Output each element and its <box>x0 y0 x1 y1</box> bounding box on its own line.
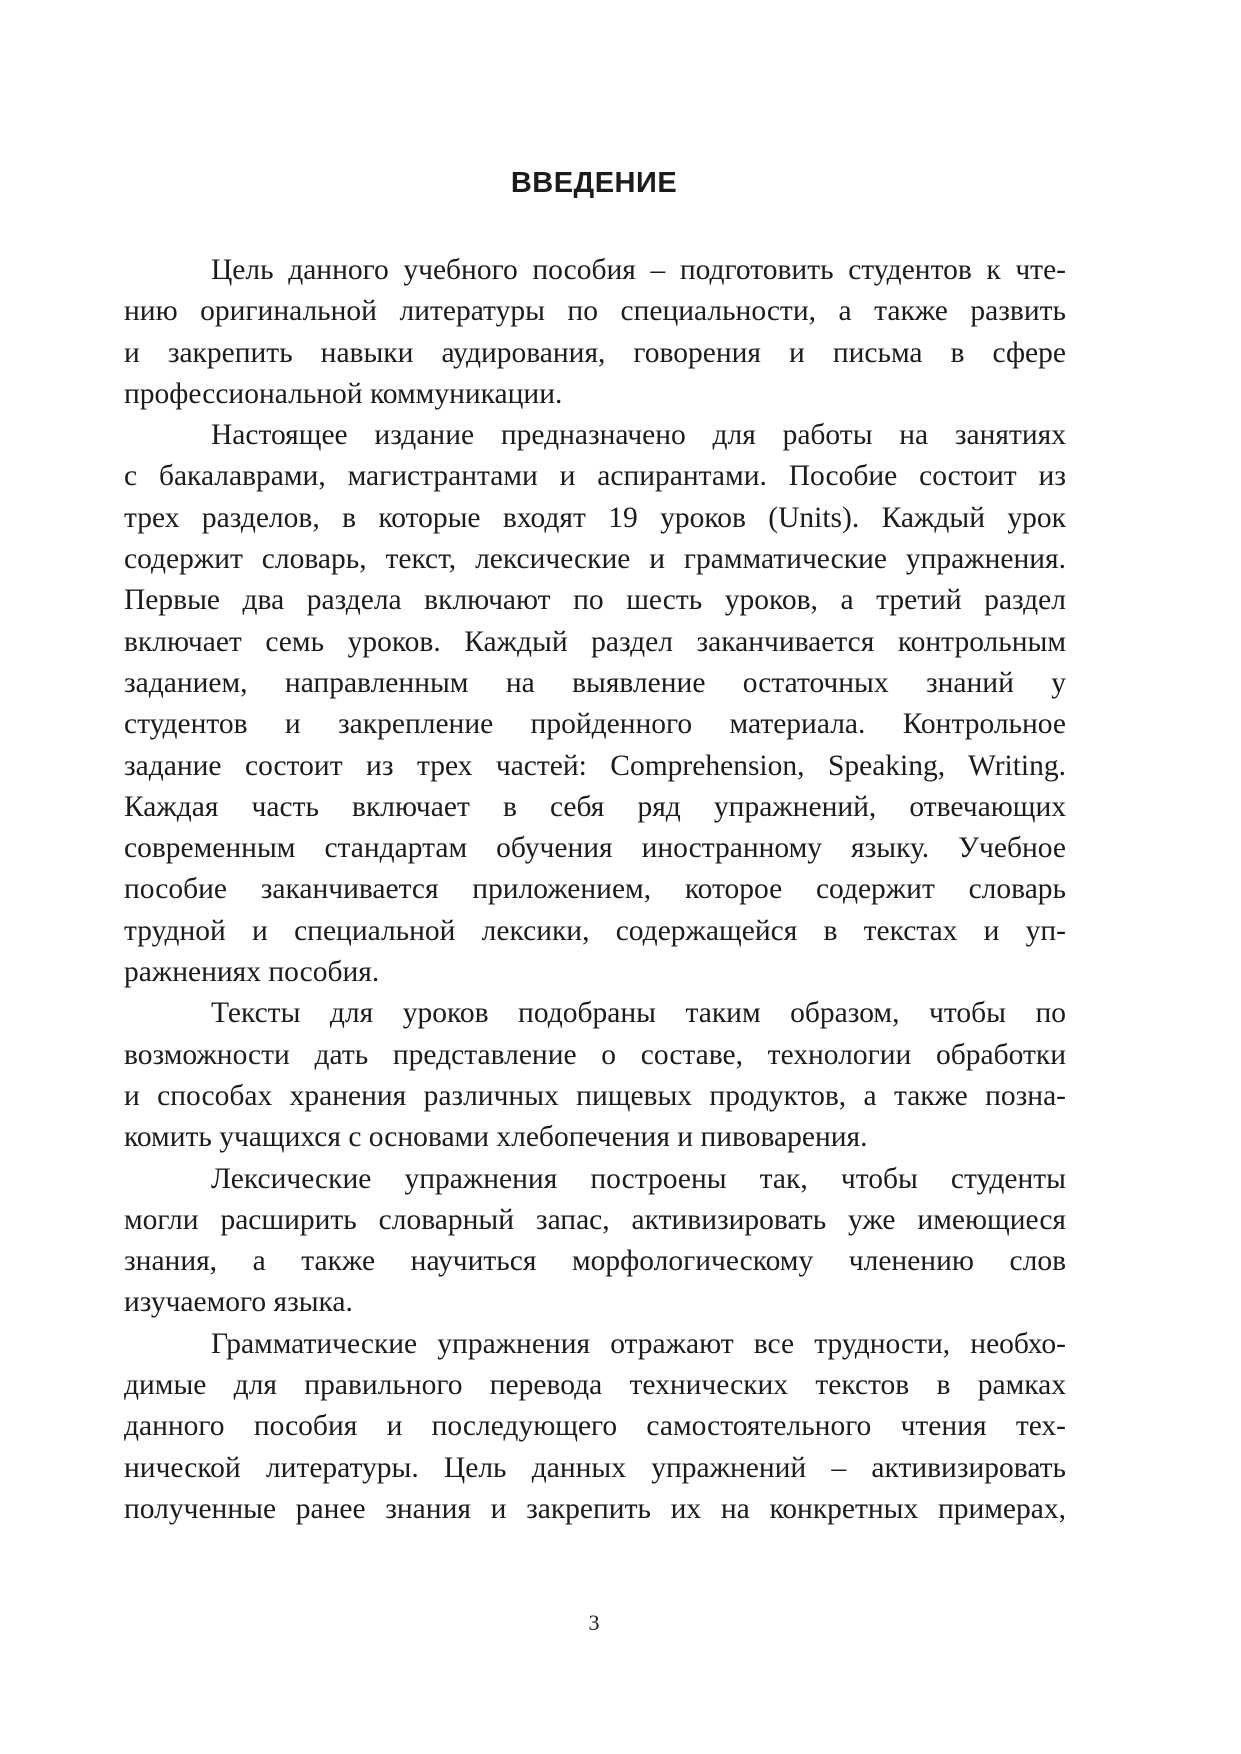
page-title: ВВЕДЕНИЕ <box>510 167 678 199</box>
text-line: пособие заканчивается приложением, которое содержит словарь <box>124 873 1066 906</box>
text-line: трех разделов, в которые входят 19 уроков (Units). Каждый урок <box>124 501 1066 534</box>
paragraph-3 <box>124 993 1066 1158</box>
text-line: включает семь уроков. Каждый раздел заканчивается контрольным <box>124 625 1066 658</box>
text-line: ражнениях пособия. <box>124 956 380 989</box>
paragraph-1 <box>124 250 1066 415</box>
text-line: нической литературы. Цель данных упражнений – активизировать <box>124 1451 1066 1484</box>
text-line: и закрепить навыки аудирования, говорения и письма в сфере <box>124 336 1066 369</box>
text-line: комить учащихся с основами хлебопечения и пивоварения. <box>124 1121 868 1154</box>
text-line: изучаемого языка. <box>124 1286 353 1319</box>
text-line: профессиональной коммуникации. <box>124 377 563 410</box>
text-line: нию оригинальной литературы по специальности, а также развить <box>124 295 1066 328</box>
text-line: знания, а также научиться морфологическому членению слов <box>124 1245 1066 1278</box>
page-number: 3 <box>588 1610 600 1635</box>
text-line: студентов и закрепление пройденного материала. Контрольное <box>124 708 1066 741</box>
text-line: с бакалаврами, магистрантами и аспирантами. Пособие состоит из <box>124 460 1066 493</box>
paragraph-2 <box>124 415 1066 993</box>
text-line: могли расширить словарный запас, активизировать уже имеющиеся <box>124 1203 1066 1236</box>
text-line: Грамматические упражнения отражают все трудности, необхо- <box>211 1327 1066 1360</box>
text-line: Тексты для уроков подобраны таким образом, чтобы по <box>211 997 1066 1030</box>
text-line: и способах хранения различных пищевых продуктов, а также позна- <box>124 1079 1066 1112</box>
text-line: заданием, направленным на выявление остаточных знаний у <box>124 666 1066 699</box>
text-line: содержит словарь, текст, лексические и грамматические упражнения. <box>124 543 1066 576</box>
paragraph-4 <box>124 1159 1066 1324</box>
text-line: Лексические упражнения построены так, чтобы студенты <box>211 1162 1066 1195</box>
text-line: Первые два раздела включают по шесть уроков, а третий раздел <box>124 584 1066 617</box>
text-line: возможности дать представление о составе, технологии обработки <box>124 1038 1066 1071</box>
text-line: задание состоит из трех частей: Comprehension, Speaking, Writing. <box>124 749 1066 782</box>
text-line: Каждая часть включает в себя ряд упражнений, отвечающих <box>124 790 1066 823</box>
text-line: димые для правильного перевода технических текстов в рамках <box>124 1369 1066 1402</box>
text-line: Настоящее издание предназначено для работы на занятиях <box>211 419 1066 452</box>
text-line: полученные ранее знания и закрепить их на конкретных примерах, <box>124 1492 1066 1525</box>
text-line: Цель данного учебного пособия – подготовить студентов к чте- <box>211 254 1066 286</box>
body-text <box>124 250 1066 1530</box>
text-line: современным стандартам обучения иностранному языку. Учебное <box>124 832 1066 865</box>
paragraph-5 <box>124 1324 1066 1530</box>
text-line: трудной и специальной лексики, содержащейся в текстах и уп- <box>124 914 1066 947</box>
text-line: данного пособия и последующего самостоятельного чтения тех- <box>124 1410 1066 1443</box>
